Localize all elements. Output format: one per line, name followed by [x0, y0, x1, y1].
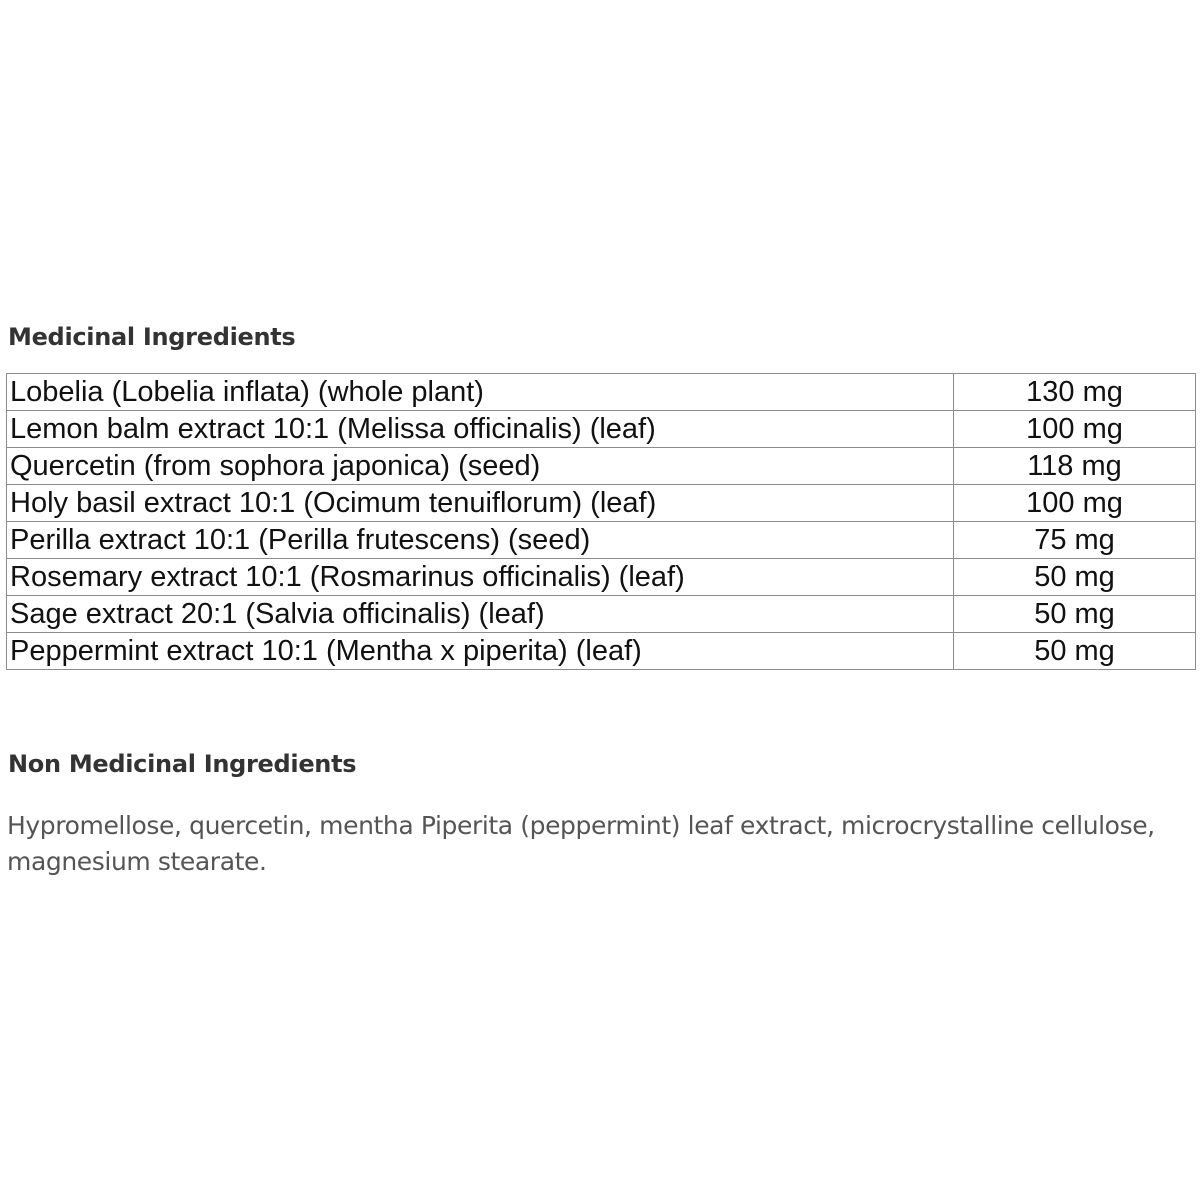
- table-row: [7, 374, 1196, 411]
- ingredient-name: Peppermint extract 10:1 (Mentha x piperita) (leaf): [7, 633, 954, 670]
- ingredient-name: Holy basil extract 10:1 (Ocimum tenuiflorum) (leaf): [7, 485, 954, 522]
- ingredient-name: Lobelia (Lobelia inflata) (whole plant): [7, 374, 954, 411]
- table-row: [7, 633, 1196, 670]
- table-row: [7, 485, 1196, 522]
- ingredient-amount: 100 mg: [954, 411, 1196, 448]
- ingredient-name: Lemon balm extract 10:1 (Melissa officinalis) (leaf): [7, 411, 954, 448]
- ingredient-name: Perilla extract 10:1 (Perilla frutescens) (seed): [7, 522, 954, 559]
- table-row: [7, 596, 1196, 633]
- ingredient-amount: 50 mg: [954, 596, 1196, 633]
- ingredient-amount: 50 mg: [954, 559, 1196, 596]
- non-medicinal-ingredients-text: Hypromellose, quercetin, mentha Piperita (peppermint) leaf extract, microcrystalline cellulose, magnesium stearate.: [7, 811, 1155, 876]
- table-row: [7, 448, 1196, 485]
- table-row: [7, 559, 1196, 596]
- ingredient-amount: 100 mg: [954, 485, 1196, 522]
- ingredient-name: Rosemary extract 10:1 (Rosmarinus officinalis) (leaf): [7, 559, 954, 596]
- non-medicinal-ingredients-heading: Non Medicinal Ingredients: [8, 750, 357, 778]
- ingredient-amount: 50 mg: [954, 633, 1196, 670]
- ingredient-amount: 75 mg: [954, 522, 1196, 559]
- medicinal-ingredients-table: [6, 373, 1196, 670]
- medicinal-ingredients-heading: Medicinal Ingredients: [8, 323, 296, 351]
- ingredient-name: Sage extract 20:1 (Salvia officinalis) (leaf): [7, 596, 954, 633]
- ingredient-amount: 118 mg: [954, 448, 1196, 485]
- ingredient-name: Quercetin (from sophora japonica) (seed): [7, 448, 954, 485]
- table-row: [7, 522, 1196, 559]
- table-row: [7, 411, 1196, 448]
- ingredient-amount: 130 mg: [954, 374, 1196, 411]
